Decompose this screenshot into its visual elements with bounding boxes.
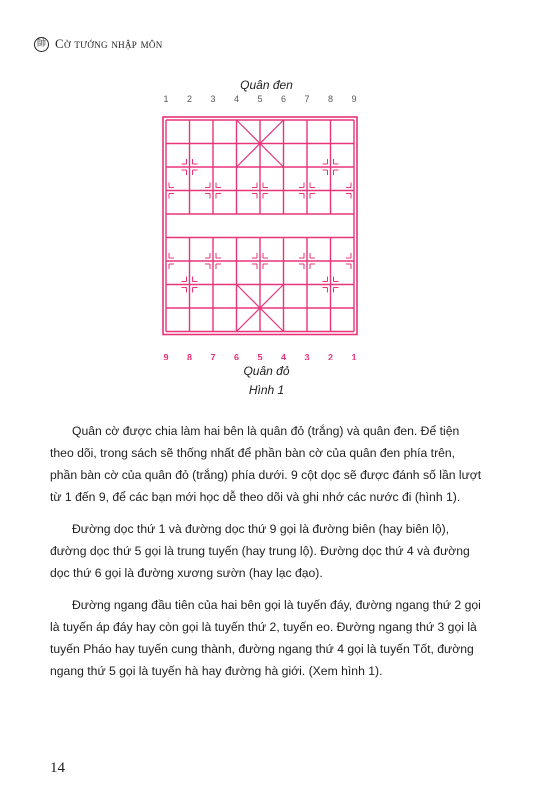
top-file-number: 1 (163, 94, 169, 104)
xiangqi-board (150, 90, 370, 360)
bottom-file-number: 3 (304, 352, 310, 360)
book-title: Cờ tướng nhập môn (55, 36, 163, 51)
top-file-number: 3 (210, 94, 216, 104)
bottom-file-number: 8 (186, 352, 193, 360)
page-number: 14 (50, 760, 65, 776)
paragraph: Đường dọc thứ 1 và đường dọc thứ 9 gọi là đường biên (hay biên lộ), đường dọc thứ 5 gọi là trung tuyến (hay trung lộ). Đường dọc thứ 4 và đường dọc thứ 6 gọi là đường xương sườn (hay lạc đạo). (50, 522, 470, 580)
bottom-file-number: 5 (257, 352, 263, 360)
bottom-file-number: 4 (280, 352, 287, 360)
xiangqi-board-figure (150, 90, 370, 360)
top-file-number: 7 (304, 94, 310, 104)
figure-caption: Hình 1 (248, 383, 285, 397)
running-header (34, 36, 163, 52)
body-text (50, 420, 483, 692)
bottom-file-number: 7 (210, 352, 216, 360)
top-file-number: 9 (351, 94, 357, 104)
bottom-file-number: 2 (327, 352, 334, 360)
bottom-file-number: 9 (163, 352, 169, 360)
book-logo-icon: 帥 (34, 37, 49, 52)
bottom-file-number: 6 (233, 352, 240, 360)
paragraph: Quân cờ được chia làm hai bên là quân đỏ (trắng) và quân đen. Để tiện theo dõi, trong sách sẽ thống nhất để phần bàn cờ của quân đen phía trên, phần bàn cờ của quân đỏ (trắng) phía dưới. 9 cột dọc sẽ được đánh số lần lượt từ 1 đến 9, để các bạn mới học dễ theo dõi và ghi nhớ các nước đi (hình 1). (50, 424, 482, 504)
top-file-number: 6 (280, 94, 287, 104)
paragraph: Đường ngang đầu tiên của hai bên gọi là tuyến đáy, đường ngang thứ 2 gọi là tuyến áp đáy hay còn gọi là tuyến thứ 2, tuyến eo. Đường ngang thứ 3 gọi là tuyến Pháo hay tuyến cung thành, đường ngang thứ 4 gọi là tuyến Tốt, đường ngang thứ 5 gọi là tuyến hà hay đường hà giới. (Xem hình 1). (50, 598, 481, 678)
top-file-number: 5 (257, 94, 263, 104)
figure-bottom-label: Quân đỏ (243, 364, 290, 378)
bottom-file-number: 1 (351, 352, 357, 360)
top-file-number: 8 (327, 94, 334, 104)
top-file-number: 2 (186, 94, 193, 104)
top-file-number: 4 (233, 94, 240, 104)
figure-top-label: Quân đen (240, 78, 293, 92)
